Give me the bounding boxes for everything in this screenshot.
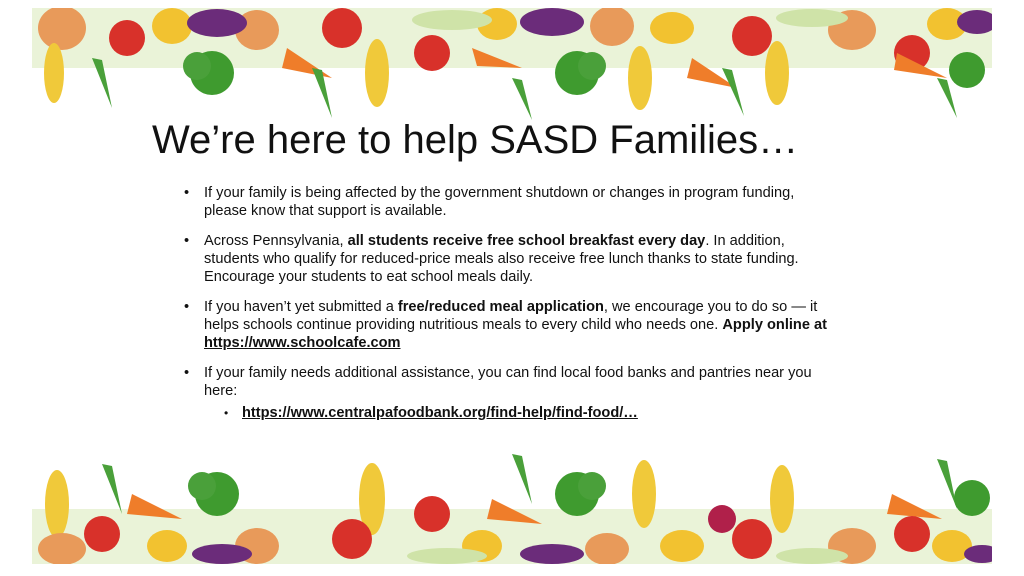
bullet-text-post: , we encourage you to do so — it helps schools continue providing nutritious meals to every child who needs one.: [204, 299, 818, 333]
vegetable-border-top: [32, 8, 992, 120]
bullet-free-breakfast: [180, 232, 840, 286]
bullet-food-banks: [180, 364, 840, 422]
bullet-text: If your family is being affected by the government shutdown or changes in program funding, please know that support is available.: [204, 185, 795, 219]
bullet-text-pre: If you haven’t yet submitted a: [204, 299, 398, 315]
bullet-meal-application: [180, 298, 840, 352]
bullet-text-bold: free/reduced meal application: [397, 299, 604, 315]
apply-online-label: Apply online at: [722, 317, 827, 333]
bullet-text: If your family needs additional assistance, you can find local food banks and pantries near you here:: [204, 365, 812, 399]
vegetable-border-bottom: [32, 454, 992, 564]
vegetable-border-icon: [32, 8, 992, 120]
bullet-shutdown-support: [180, 184, 840, 220]
info-bullet-list: [180, 184, 840, 434]
bullet-text-post: . In addition, students who qualify for reduced-price meals also receive free lunch thanks to state funding. Encourage your students to eat school meals daily.: [204, 233, 799, 285]
bullet-text-pre: Across Pennsylvania,: [204, 233, 348, 249]
food-bank-link[interactable]: https://www.centralpafoodbank.org/find-help/find-food/…: [242, 405, 638, 421]
page-title: We’re here to help SASD Families…: [152, 118, 799, 162]
vegetable-border-icon: [32, 454, 992, 564]
slide: [32, 8, 992, 564]
food-bank-sublist: [204, 404, 840, 422]
schoolcafe-link[interactable]: https://www.schoolcafe.com: [204, 335, 401, 351]
bullet-text-bold: all students receive free school breakfast every day: [347, 233, 706, 249]
food-bank-list-item: [204, 404, 840, 422]
